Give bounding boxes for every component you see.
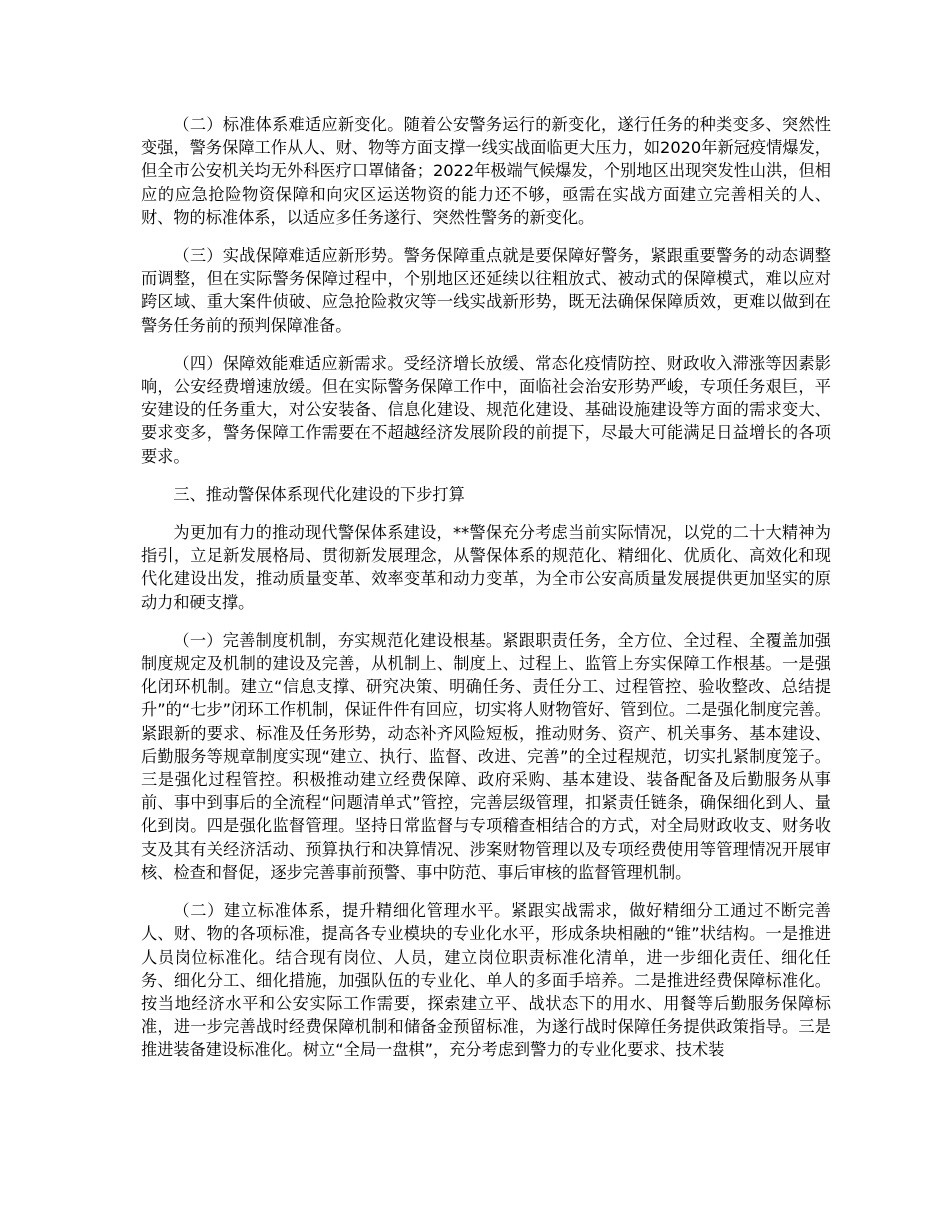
paragraph-institutions: （一）完善制度机制，夯实规范化建设根基。紧跟职责任务，全方位、全过程、全覆盖加强制度规定及机制的建设及完善，从机制上、制度上、过程上、监管上夯实保障工作根基。一是强化闭环机制。建立“信息支撑、研究决策、明确任务、责任分工、过程管控、验收整改、总结提升”的“七步”闭环工作机制，保证件件有回应，切实将人财物管好、管到位。二是强化制度完善。紧跟新的要求、标准及任务形势，动态补齐风险短板，推动财务、资产、机关事务、基本建设、后勤服务等规章制度实现“建立、执行、监督、改进、完善”的全过程规范，切实扎紧制度笼子。三是强化过程管控。积极推动建立经费保障、政府采购、基本建设、装备配备及后勤服务从事前、事中到事后的全流程“问题清单式”管控，完善层级管理，扣紧责任链条，确保细化到人、量化到岗。四是强化监督管理。坚持日常监督与专项稽查相结合的方式，对全局财政收支、财务收支及其有关经济活动、预算执行和决算情况、涉案财物管理以及专项经费使用等管理情况开展审核、检查和督促，逐步完善事前预警、事中防范、事后审核的监督管理机制。 <box>141 630 831 882</box>
paragraph-intro: 为更加有力的推动现代警保体系建设，**警保充分考虑当前实际情况，以党的二十大精神为指引，立足新发展格局、贯彻新发展理念，从警保体系的规范化、精细化、优质化、高效化和现代化建设出发，推动质量变革、效率变革和动力变革，为全市公安高质量发展提供更加坚实的原动力和硬支撑。 <box>141 523 831 612</box>
paragraph-standard-system: （二）建立标准体系，提升精细化管理水平。紧跟实战需求，做好精细分工通过不断完善人、财、物的各项标准，提高各专业模块的专业化水平，形成条块相融的“锥”状结构。一是推进人员岗位标准化。结合现有岗位、人员，建立岗位职责标准化清单，进一步细化责任、细化任务、细化分工、细化措施，加强队伍的专业化、单人的多面手培养。二是推进经费保障标准化。按当地经济水平和公安实际工作需要，探索建立平、战状态下的用水、用餐等后勤服务保障标准，进一步完善战时经费保障机制和储备金预留标准，为遂行战时保障任务提供政策指导。三是推进装备建设标准化。树立“全局一盘棋”，充分考虑到警力的专业化要求、技术装 <box>141 901 831 1060</box>
paragraph-standards: （二）标准体系难适应新变化。随着公安警务运行的新变化，遂行任务的种类变多、突然性变强，警务保障工作从人、财、物等方面支撑一线实战面临更大压力，如2020年新冠疫情爆发，但全市公安机关均无外科医疗口罩储备；2022年极端气候爆发，个别地区出现突发性山洪，但相应的应急抢险物资保障和向灾区运送物资的能力还不够，亟需在实战方面建立完善相关的人、财、物的标准体系，以适应多任务遂行、突然性警务的新变化。 <box>141 115 831 227</box>
paragraph-combat-support: （三）实战保障难适应新形势。警务保障重点就是要保障好警务，紧跟重要警务的动态调整而调整，但在实际警务保障过程中，个别地区还延续以往粗放式、被动式的保障模式，难以应对跨区域、重大案件侦破、应急抢险救灾等一线实战新形势，既无法确保保障质效，更难以做到在警务任务前的预判保障准备。 <box>141 246 831 335</box>
section-heading: 三、推动警保体系现代化建设的下步打算 <box>173 484 465 504</box>
paragraph-efficiency: （四）保障效能难适应新需求。受经济增长放缓、常态化疫情防控、财政收入滞涨等因素影响，公安经费增速放缓。但在实际警务保障工作中，面临社会治安形势严峻，专项任务艰巨，平安建设的任务重大，对公安装备、信息化建设、规范化建设、基础设施建设等方面的需求变大、要求变多，警务保障工作需要在不超越经济发展阶段的前提下，尽最大可能满足日益增长的各项要求。 <box>141 353 831 466</box>
document-page <box>141 113 831 1077</box>
